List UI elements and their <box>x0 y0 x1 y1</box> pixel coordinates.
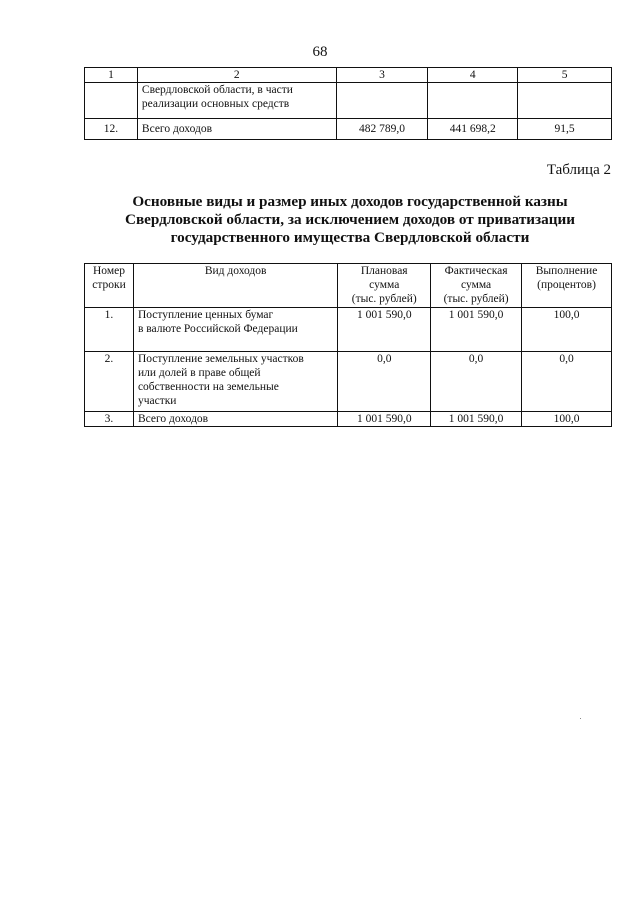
execution-percent: 100,0 <box>522 412 612 427</box>
table-label: Таблица 2 <box>546 162 611 178</box>
execution-percent: 100,0 <box>522 308 612 352</box>
income-type: Поступление земельных участков или долей в праве общей собственности на земельные участки <box>133 352 337 412</box>
page-number: 68 <box>312 44 328 60</box>
income-table-continued <box>84 67 612 140</box>
table-row <box>85 83 612 119</box>
row-number: 2. <box>85 352 134 412</box>
planned-amount: 0,0 <box>338 352 431 412</box>
income-type: Поступление ценных бумаг в валюте Российской Федерации <box>133 308 337 352</box>
table-row <box>85 308 612 352</box>
actual-amount: 1 001 590,0 <box>431 308 522 352</box>
actual-amount: 0,0 <box>431 352 522 412</box>
table-header-row <box>85 264 612 308</box>
planned-amount: 1 001 590,0 <box>338 308 431 352</box>
header-planned-amount: Плановая сумма (тыс. рублей) <box>338 264 431 308</box>
row-number <box>85 83 138 119</box>
income-type: Всего доходов <box>137 119 336 140</box>
row-number: 12. <box>85 119 138 140</box>
execution-percent: 91,5 <box>518 119 612 140</box>
row-number: 3. <box>85 412 134 427</box>
scan-speck <box>580 718 581 719</box>
row-number: 1. <box>85 308 134 352</box>
planned-amount: 1 001 590,0 <box>338 412 431 427</box>
table-header-row <box>85 68 612 83</box>
table-row <box>85 119 612 140</box>
column-number-2: 2 <box>137 68 336 83</box>
execution-percent: 0,0 <box>522 352 612 412</box>
column-number-1: 1 <box>85 68 138 83</box>
table-row <box>85 412 612 427</box>
actual-amount: 1 001 590,0 <box>431 412 522 427</box>
execution-percent <box>518 83 612 119</box>
column-number-5: 5 <box>518 68 612 83</box>
header-row-number: Номер строки <box>85 264 134 308</box>
actual-amount <box>428 83 518 119</box>
column-number-4: 4 <box>428 68 518 83</box>
actual-amount: 441 698,2 <box>428 119 518 140</box>
header-income-type: Вид доходов <box>133 264 337 308</box>
header-execution-percent: Выполнение (процентов) <box>522 264 612 308</box>
table-row <box>85 352 612 412</box>
income-type: Свердловской области, в части реализации основных средств <box>137 83 336 119</box>
planned-amount: 482 789,0 <box>336 119 428 140</box>
header-actual-amount: Фактическая сумма (тыс. рублей) <box>431 264 522 308</box>
table-title: Основные виды и размер иных доходов государственной казны Свердловской области, за исключением доходов от приватизации государственного имущества Свердловской области <box>125 193 575 246</box>
column-number-3: 3 <box>336 68 428 83</box>
planned-amount <box>336 83 428 119</box>
income-type: Всего доходов <box>133 412 337 427</box>
other-income-table <box>84 263 612 427</box>
